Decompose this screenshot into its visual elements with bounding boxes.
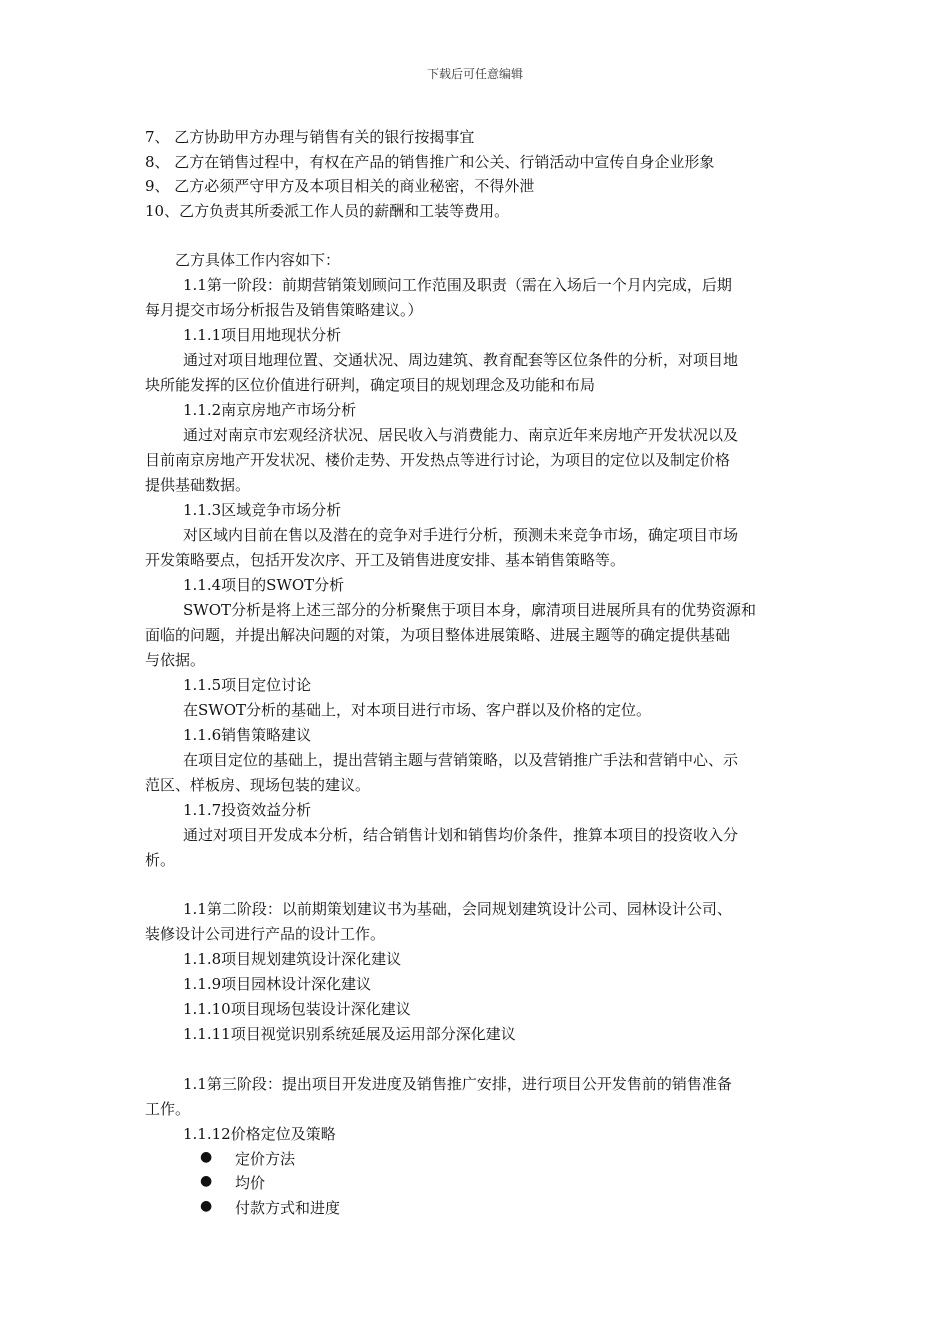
numbered-item-9: 9、 乙方必须严守甲方及本项目相关的商业秘密，不得外泄 bbox=[145, 177, 535, 195]
section-1-1-6-text: 在项目定位的基础上，提出营销主题与营销策略，以及营销推广手法和营销中心、示 bbox=[183, 751, 739, 769]
phase3-heading: 1.1第三阶段：提出项目开发进度及销售推广安排，进行项目公开发售前的销售准备 bbox=[183, 1075, 732, 1093]
section-1-1-4-text-cont: 面临的问题，并提出解决问题的对策，为项目整体进展策略、进展主题等的确定提供基础 bbox=[145, 626, 731, 644]
section-1-1-5-title: 1.1.5项目定位讨论 bbox=[183, 676, 312, 694]
section-1-1-6-text-cont: 范区、样板房、现场包装的建议。 bbox=[145, 776, 371, 794]
section-1-1-7-title: 1.1.7投资效益分析 bbox=[183, 801, 312, 819]
section-1-1-3-text: 对区域内目前在售以及潜在的竞争对手进行分析，预测未来竞争市场，确定项目市场 bbox=[183, 526, 739, 544]
section-1-1-11: 1.1.11项目视觉识别系统延展及运用部分深化建议 bbox=[183, 1025, 516, 1043]
section-1-1-5-text: 在SWOT分析的基础上，对本项目进行市场、客户群以及价格的定位。 bbox=[183, 701, 651, 719]
numbered-item-10: 10、乙方负责其所委派工作人员的薪酬和工装等费用。 bbox=[145, 202, 510, 220]
phase2-heading: 1.1第二阶段：以前期策划建议书为基础，会同规划建筑设计公司、园林设计公司、 bbox=[183, 900, 732, 918]
bullet-item-average-price: 均价 bbox=[235, 1174, 266, 1192]
phase1-heading-cont: 每月提交市场分析报告及销售策略建议。） bbox=[145, 301, 423, 319]
section-1-1-7-text: 通过对项目开发成本分析，结合销售计划和销售均价条件，推算本项目的投资收入分 bbox=[183, 826, 739, 844]
section-1-1-3-title: 1.1.3区域竞争市场分析 bbox=[183, 501, 342, 519]
page-header: 下载后可任意编辑 bbox=[426, 67, 523, 81]
section-1-1-7-text-cont: 析。 bbox=[145, 851, 176, 869]
section-1-1-6-title: 1.1.6销售策略建议 bbox=[183, 726, 312, 744]
section-1-1-1-title: 1.1.1项目用地现状分析 bbox=[183, 326, 342, 344]
section-1-1-2-text-cont: 目前南京房地产开发状况、楼价走势、开发热点等进行讨论，为项目的定位以及制定价格 bbox=[145, 451, 731, 469]
phase1-heading: 1.1第一阶段：前期营销策划顾问工作范围及职责（需在入场后一个月内完成，后期 bbox=[183, 276, 732, 294]
section-1-1-2-text-cont2: 提供基础数据。 bbox=[145, 476, 251, 494]
section-1-1-12-title: 1.1.12价格定位及策略 bbox=[183, 1125, 336, 1143]
intro-text: 乙方具体工作内容如下： bbox=[175, 251, 341, 269]
section-1-1-3-text-cont: 开发策略要点，包括开发次序、开工及销售进度安排、基本销售策略等。 bbox=[145, 551, 626, 569]
bullet-item-payment: 付款方式和进度 bbox=[235, 1199, 341, 1217]
bullet-item-pricing-method: 定价方法 bbox=[235, 1150, 296, 1168]
section-1-1-4-text: SWOT分析是将上述三部分的分析聚焦于项目本身，廓清项目进展所具有的优势资源和 bbox=[183, 601, 756, 619]
section-1-1-10: 1.1.10项目现场包装设计深化建议 bbox=[183, 1000, 411, 1018]
phase2-heading-cont: 装修设计公司进行产品的设计工作。 bbox=[145, 925, 386, 943]
section-1-1-8: 1.1.8项目规划建筑设计深化建议 bbox=[183, 950, 402, 968]
bullet-dot-icon: ● bbox=[200, 1198, 213, 1214]
numbered-item-8: 8、 乙方在销售过程中，有权在产品的销售推广和公关、行销活动中宣传自身企业形象 bbox=[145, 153, 715, 171]
numbered-item-7: 7、 乙方协助甲方办理与销售有关的银行按揭事宜 bbox=[145, 128, 475, 146]
section-1-1-4-title: 1.1.4项目的SWOT分析 bbox=[183, 576, 345, 594]
bullet-dot-icon: ● bbox=[200, 1149, 213, 1165]
section-1-1-9: 1.1.9项目园林设计深化建议 bbox=[183, 975, 372, 993]
bullet-dot-icon: ● bbox=[200, 1173, 213, 1189]
section-1-1-2-title: 1.1.2南京房地产市场分析 bbox=[183, 401, 357, 419]
phase3-heading-cont: 工作。 bbox=[145, 1100, 191, 1118]
section-1-1-2-text: 通过对南京市宏观经济状况、居民收入与消费能力、南京近年来房地产开发状况以及 bbox=[183, 426, 739, 444]
section-1-1-1-text: 通过对项目地理位置、交通状况、周边建筑、教育配套等区位条件的分析，对项目地 bbox=[183, 351, 739, 369]
section-1-1-1-text-cont: 块所能发挥的区位价值进行研判，确定项目的规划理念及功能和布局 bbox=[145, 376, 596, 394]
section-1-1-4-text-cont2: 与依据。 bbox=[145, 651, 206, 669]
